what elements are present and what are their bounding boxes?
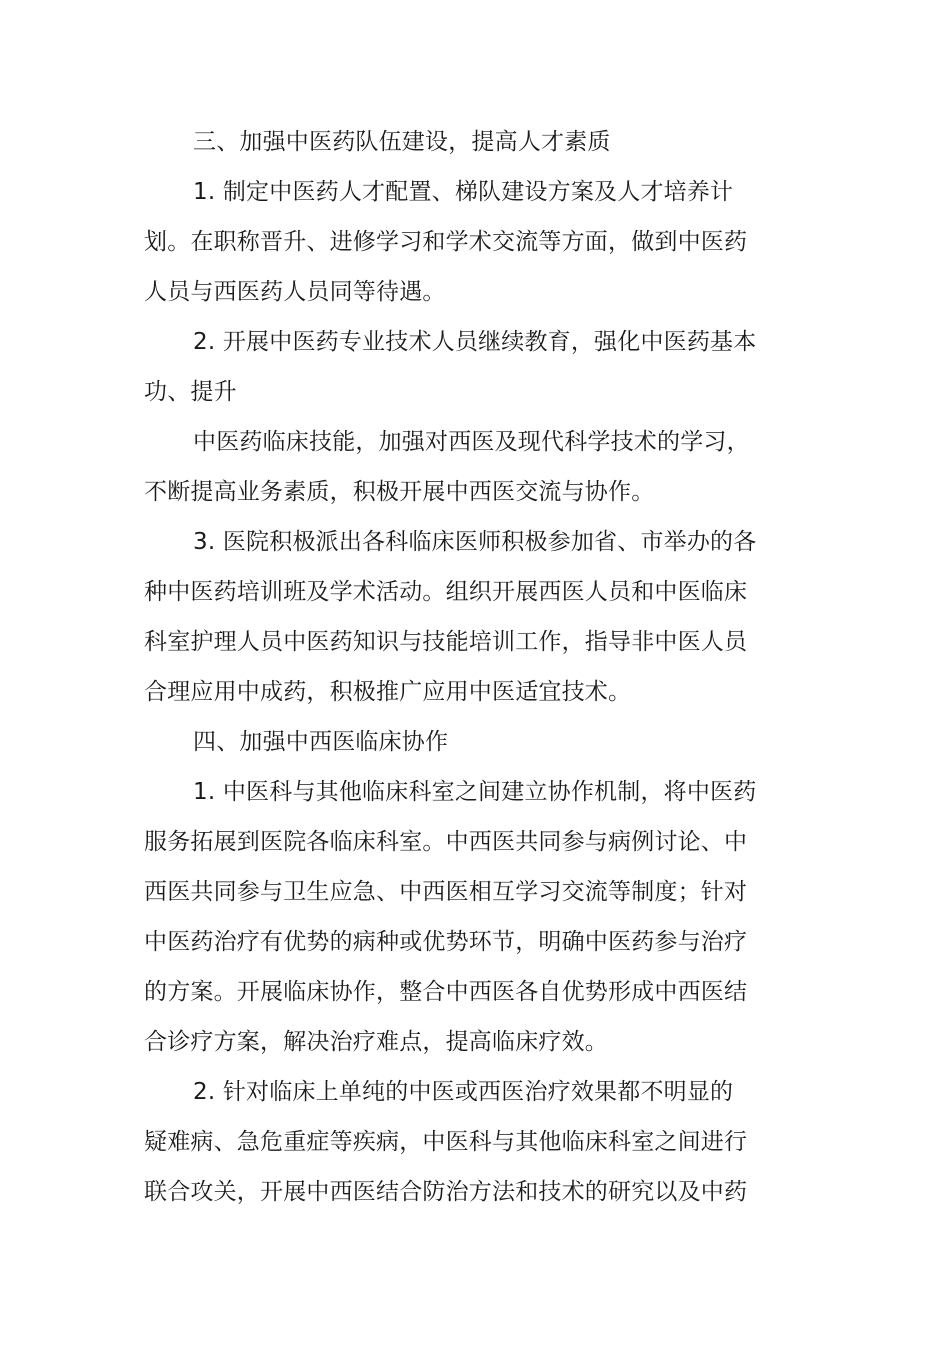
paragraph-line: 人员与西医药人员同等待遇。	[144, 279, 446, 305]
section-heading-4: 四、加强中西医临床协作	[193, 729, 449, 755]
section-heading-3: 三、加强中医药队伍建设，提高人才素质	[193, 129, 611, 155]
paragraph-line: 疑难病、急危重症等疾病，中医科与其他临床科室之间进行	[144, 1129, 748, 1155]
paragraph-line: 西医共同参与卫生应急、中西医相互学习交流等制度；针对	[144, 879, 748, 905]
paragraph-line: 服务拓展到医院各临床科室。中西医共同参与病例讨论、中	[144, 829, 748, 855]
paragraph-line: 功、提升	[144, 379, 237, 405]
paragraph-line: 2. 针对临床上单纯的中医或西医治疗效果都不明显的	[193, 1079, 734, 1105]
paragraph-line: 3. 医院积极派出各科临床医师积极参加省、市举办的各	[193, 529, 757, 555]
paragraph-line: 合诊疗方案，解决治疗难点，提高临床疗效。	[144, 1029, 608, 1055]
paragraph-line: 联合攻关，开展中西医结合防治方法和技术的研究以及中药	[144, 1179, 748, 1205]
paragraph-line: 的方案。开展临床协作，整合中西医各自优势形成中西医结	[144, 979, 748, 1005]
paragraph-line: 2. 开展中医药专业技术人员继续教育，强化中医药基本	[193, 329, 757, 355]
paragraph-line: 中医药临床技能，加强对西医及现代科学技术的学习，	[193, 429, 750, 455]
paragraph-line: 1. 制定中医药人才配置、梯队建设方案及人才培养计	[193, 179, 734, 205]
paragraph-line: 1. 中医科与其他临床科室之间建立协作机制，将中医药	[193, 779, 757, 805]
paragraph-line: 合理应用中成药，积极推广应用中医适宜技术。	[144, 679, 632, 705]
paragraph-line: 种中医药培训班及学术活动。组织开展西医人员和中医临床	[144, 579, 748, 605]
paragraph-line: 不断提高业务素质，积极开展中西医交流与协作。	[144, 479, 655, 505]
paragraph-line: 划。在职称晋升、进修学习和学术交流等方面，做到中医药	[144, 229, 748, 255]
paragraph-line: 科室护理人员中医药知识与技能培训工作，指导非中医人员	[144, 629, 748, 655]
paragraph-line: 中医药治疗有优势的病种或优势环节，明确中医药参与治疗	[144, 929, 748, 955]
